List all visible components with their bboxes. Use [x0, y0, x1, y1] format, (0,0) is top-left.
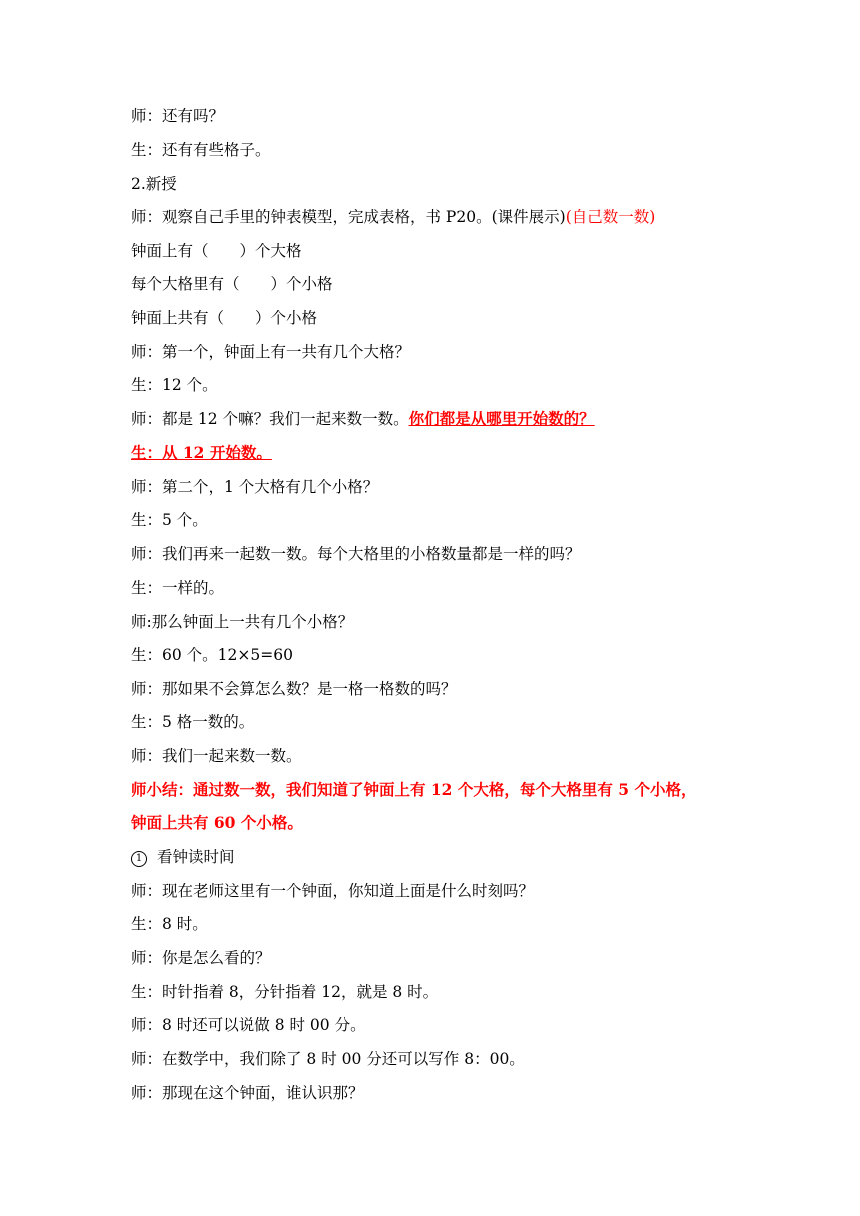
red-question: 你们都是从哪里开始数的？: [408, 409, 595, 428]
dialogue-line: [131, 207, 655, 227]
dialogue-line: 生：5 格一数的。: [131, 713, 255, 731]
dialogue-line: 师：还有吗？: [131, 107, 225, 125]
dialogue-line: 师：第一个，钟面上有一共有几个大格？: [131, 343, 411, 361]
dialogue-line: 生：60 个。12×5=60: [131, 646, 293, 664]
section-heading: 2.新授: [131, 175, 177, 193]
dialogue-line: 师：我们一起来数一数。: [131, 747, 302, 765]
dialogue-line: 生：8 时。: [131, 915, 208, 933]
summary-line: 钟面上共有 60 个小格。: [131, 813, 303, 832]
table-prompt: 钟面上共有（ ）个小格: [131, 309, 318, 327]
subsection-title: 看钟读时间: [157, 848, 235, 866]
red-note: (自己数一数): [565, 208, 656, 226]
summary-line: 师小结：通过数一数，我们知道了钟面上有 12 个大格，每个大格里有 5 个小格，: [131, 780, 697, 799]
dialogue-line: 生：时针指着 8，分针指着 12，就是 8 时。: [131, 983, 439, 1001]
dialogue-line: 师:那么钟面上一共有几个小格？: [131, 613, 354, 631]
dialogue-line: 师：那如果不会算怎么数？是一格一格数的吗？: [131, 680, 457, 698]
table-prompt: 每个大格里有（ ）个小格: [131, 275, 333, 293]
dialogue-line: 师：现在老师这里有一个钟面，你知道上面是什么时刻吗？: [131, 882, 535, 900]
dialogue-line: 生：一样的。: [131, 579, 225, 597]
dialogue-line: 生：12 个。: [131, 376, 218, 394]
dialogue-line: 师：那现在这个钟面，谁认识那？: [131, 1084, 364, 1102]
dialogue-line: [131, 409, 595, 429]
circled-number: 1: [131, 851, 147, 867]
dialogue-line: 生：5 个。: [131, 511, 208, 529]
table-prompt: 钟面上有（ ）个大格: [131, 242, 302, 260]
dialogue-line: 师：我们再来一起数一数。每个大格里的小格数量都是一样的吗？: [131, 545, 581, 563]
red-answer: 生：从 12 开始数。: [131, 443, 272, 462]
dialogue-text: 师：观察自己手里的钟表模型，完成表格，书 P20。(课件展示): [131, 208, 566, 226]
dialogue-line: 师：第二个，1 个大格有几个小格？: [131, 478, 379, 496]
dialogue-text: 师：都是 12 个嘛？我们一起来数一数。: [131, 410, 409, 428]
dialogue-line: 师：在数学中，我们除了 8 时 00 分还可以写作 8：00。: [131, 1050, 525, 1068]
subsection-heading: [131, 847, 235, 867]
dialogue-line: 师：你是怎么看的？: [131, 949, 271, 967]
dialogue-line: 生：还有有些格子。: [131, 141, 271, 159]
dialogue-line: 师：8 时还可以说做 8 时 00 分。: [131, 1016, 366, 1034]
